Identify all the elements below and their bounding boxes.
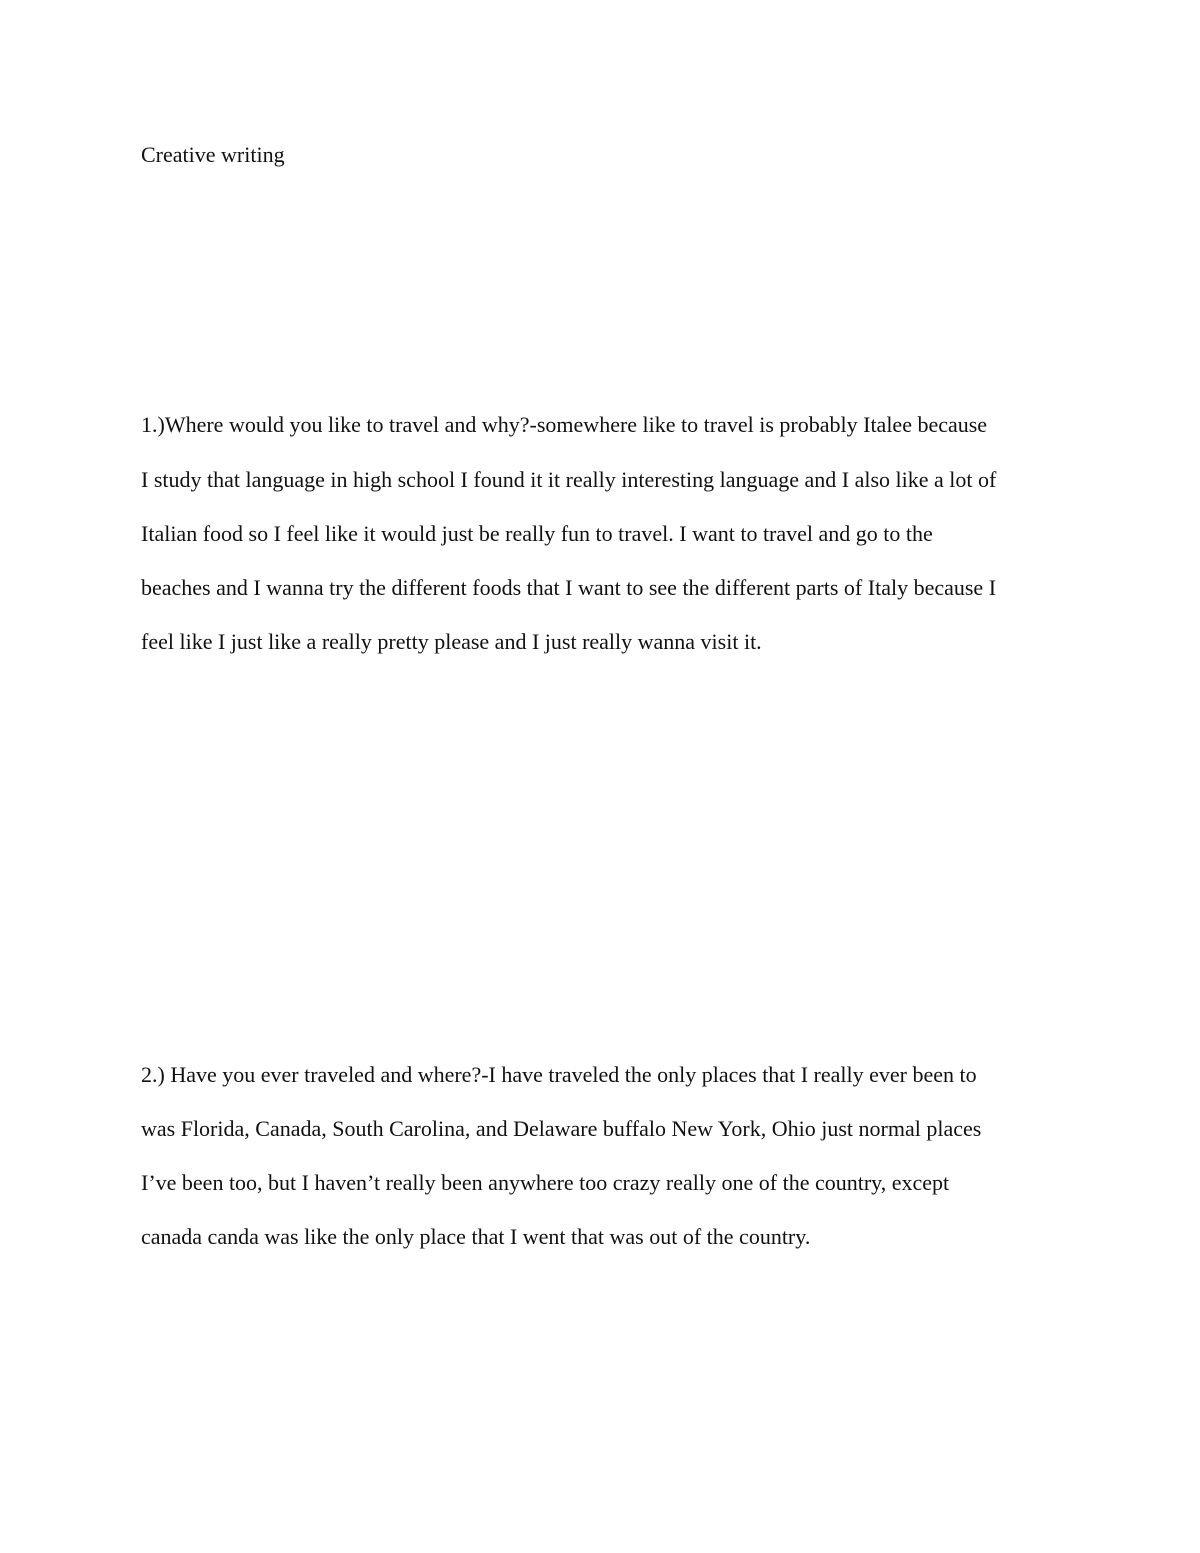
q1-line-2: I study that language in high school I found it it really interesting language and I also like a lot of xyxy=(141,467,997,492)
document-title: Creative writing xyxy=(141,142,285,167)
q1-line-3: Italian food so I feel like it would just be really fun to travel. I want to travel and go to the xyxy=(141,521,933,546)
q2-line-3: I’ve been too, but I haven’t really been anywhere too crazy really one of the country, except xyxy=(141,1170,950,1195)
q2-line-4: canada canda was like the only place that I went that was out of the country. xyxy=(141,1224,811,1249)
q1-line-4: beaches and I wanna try the different foods that I want to see the different parts of Italy because I xyxy=(141,575,997,600)
q2-line-1: 2.) Have you ever traveled and where?-I have traveled the only places that I really ever been to xyxy=(141,1062,977,1087)
q1-line-1: 1.)Where would you like to travel and why?-somewhere like to travel is probably Italee because xyxy=(141,412,988,437)
q2-line-2: was Florida, Canada, South Carolina, and Delaware buffalo New York, Ohio just normal places xyxy=(141,1116,982,1141)
q1-line-5: feel like I just like a really pretty please and I just really wanna visit it. xyxy=(141,629,762,654)
